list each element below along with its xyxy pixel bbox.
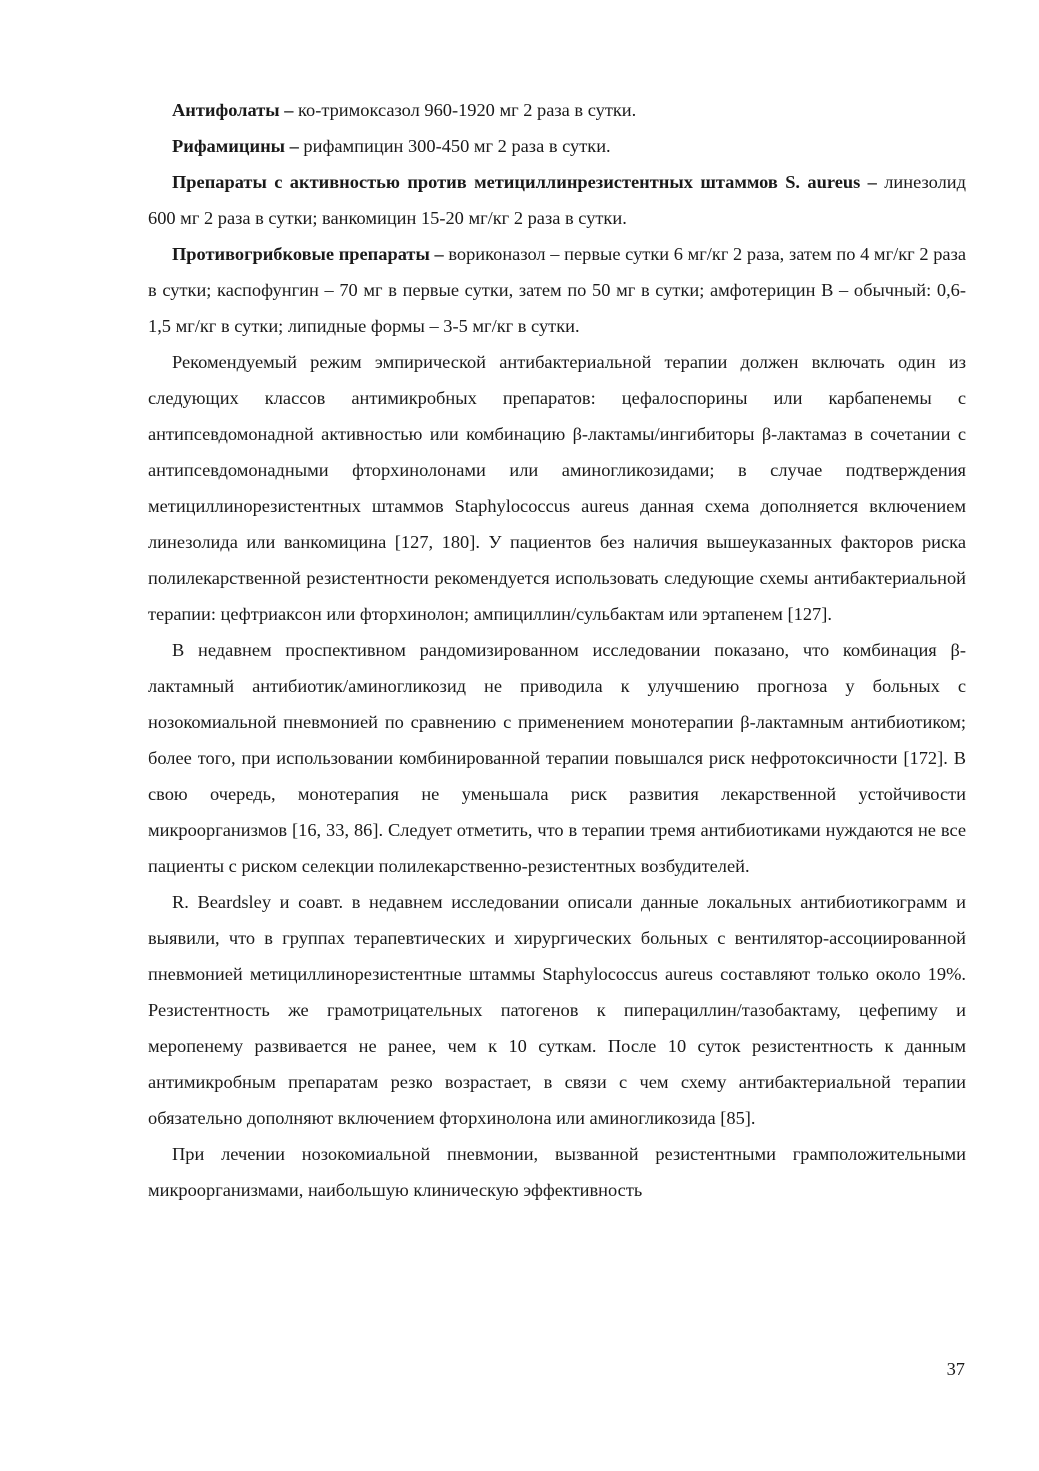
page-number: 37: [946, 1359, 965, 1379]
paragraph-antifolates: [148, 92, 966, 128]
paragraph-antifungals: [148, 236, 966, 344]
term-rifamycins: Рифамицины –: [172, 136, 299, 156]
term-antifolates: Антифолаты –: [172, 100, 294, 120]
paragraph-text: рифампицин 300-450 мг 2 раза в сутки.: [298, 136, 611, 156]
paragraph-gram-positive-treatment: При лечении нозокомиальной пневмонии, вызванной резистентными грамположительными микроорганизмами, наибольшую клиническую эффективность: [148, 1144, 966, 1200]
paragraph-beardsley-study: R. Beardsley и соавт. в недавнем исследовании описали данные локальных антибиотикограмм и выявили, что в группах терапевтических и хирургических больных с вентилятор-ассоциированной пневмонией метициллинорезистентные штаммы Staphylococcus aureus составляют только около 19%. Резистентность же грамотрицательных патогенов к пиперациллин/тазобактаму, цефепиму и меропенему развивается не ранее, чем к 10 суткам. После 10 суток резистентность к данным антимикробным препаратам резко возрастает, в связи с чем схему антибактериальной терапии обязательно дополняют включением фторхинолона или аминогликозида [85].: [148, 892, 966, 1128]
term-mrsa-drugs: Препараты с активностью против метициллинрезистентных штаммов S. aureus –: [172, 172, 877, 192]
document-page: [148, 92, 966, 1208]
paragraph-mrsa-drugs: [148, 164, 966, 236]
term-antifungals: Противогрибковые препараты –: [172, 244, 444, 264]
paragraph-empiric-regimen: Рекомендуемый режим эмпирической антибактериальной терапии должен включать один из следующих классов антимикробных препаратов: цефалоспорины или карбапенемы с антипсевдомонадной активностью или комбинацию β-лактамы/ингибиторы β-лактамаз в сочетании с антипсевдомонадными фторхинолонами или аминогликозидами; в случае подтверждения метициллинорезистентных штаммов Staphylococcus aureus данная схема дополняется включением линезолида или ванкомицина [127, 180]. У пациентов без наличия вышеуказанных факторов риска полилекарственной резистентности рекомендуется использовать следующие схемы антибактериальной терапии: цефтриаксон или фторхинолон; ампициллин/сульбактам или эртапенем [127].: [148, 352, 966, 624]
paragraph-text: линезолид 600 мг 2 раза в сутки; ванкомицин 15-20 мг/кг 2 раза в сутки.: [148, 172, 966, 228]
paragraph-combination-study: В недавнем проспективном рандомизированном исследовании показано, что комбинация β-лактамный антибиотик/аминогликозид не приводила к улучшению прогноза у больных с нозокомиальной пневмонией по сравнению с применением монотерапии β-лактамным антибиотиком; более того, при использовании комбинированной терапии повышался риск нефротоксичности [172]. В свою очередь, монотерапия не уменьшала риск развития лекарственной устойчивости микроорганизмов [16, 33, 86]. Следует отметить, что в терапии тремя антибиотиками нуждаются не все пациенты с риском селекции полилекарственно-резистентных возбудителей.: [148, 640, 966, 876]
paragraph-text: ко-тримоксазол 960-1920 мг 2 раза в сутки.: [293, 100, 637, 120]
paragraph-rifamycins: [148, 128, 966, 164]
paragraph-text: вориконазол – первые сутки 6 мг/кг 2 раза, затем по 4 мг/кг 2 раза в сутки; каспофунгин – 70 мг в первые сутки, затем по 50 мг в сутки; амфотерицин В – обычный: 0,6-1,5 мг/кг в сутки; липидные формы – 3-5 мг/кг в сутки.: [148, 244, 967, 336]
